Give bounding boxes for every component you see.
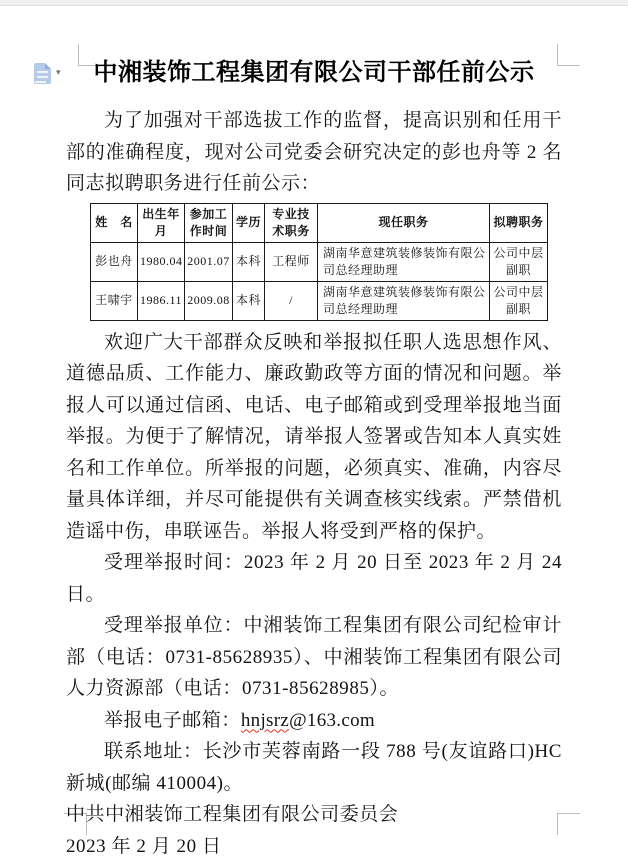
cell-education: 本科 [233,242,265,281]
cell-work-start: 2001.07 [185,242,233,281]
document-page [66,54,562,862]
col-header-tech-title: 专业技术职务 [265,203,318,242]
col-header-education: 学历 [233,203,265,242]
col-header-current-position: 现任职务 [318,203,490,242]
window-top-edge [0,0,628,6]
cell-birth: 1980.04 [138,242,185,281]
table-header-row [91,203,548,242]
email-label: 举报电子邮箱： [104,710,241,731]
cell-education: 本科 [233,281,265,320]
document-paste-icon[interactable] [34,63,51,84]
intro-paragraph: 为了加强对干部选拔工作的监督，提高识别和任用干部的准确程度，现对公司党委会研究决定的彭也舟等 2 名同志拟聘职务进行任前公示： [66,105,562,200]
email-user-part: hnjsrz [241,710,289,731]
cell-birth: 1986.11 [138,281,185,320]
cell-proposed-position: 公司中层副职 [490,242,548,281]
cell-tech-title: 工程师 [265,242,318,281]
contact-address-paragraph: 联系地址：长沙市芙蓉南路一段 788 号(友谊路口)HC 新城(邮编 410004)。 [66,736,562,799]
cell-proposed-position: 公司中层副职 [490,281,548,320]
signature-line: 中共中湘装饰工程集团有限公司委员会 [66,799,562,831]
page-title: 中湘装饰工程集团有限公司干部任前公示 [66,54,562,92]
col-header-birth: 出生年月 [138,203,185,242]
cell-name: 王啸宇 [91,281,138,320]
table-row [91,242,548,281]
col-header-proposed-position: 拟聘职务 [490,203,548,242]
report-unit-paragraph: 受理举报单位：中湘装饰工程集团有限公司纪检审计部（电话：0731-85628935）、中湘装饰工程集团有限公司人力资源部（电话：0731-85628985）。 [66,610,562,705]
dropdown-arrow-icon[interactable]: ▾ [56,68,61,78]
report-email-line [66,705,562,737]
cell-current-position: 湖南华意建筑装修装饰有限公司总经理助理 [318,242,490,281]
cell-tech-title: / [265,281,318,320]
report-welcome-paragraph: 欢迎广大干部群众反映和举报拟任职人选思想作风、道德品质、工作能力、廉政勤政等方面的情况和问题。举报人可以通过信函、电话、电子邮箱或到受理举报地当面举报。为便于了解情况，请举报人签署或告知本人真实姓名和工作单位。所举报的问题，必须真实、准确，内容尽量具体详细，并尽可能提供有关调查核实线索。严禁借机造谣中伤，串联诬告。举报人将受到严格的保护。 [66,327,562,548]
cadre-table [90,203,548,321]
cell-current-position: 湖南华意建筑装修装饰有限公司总经理助理 [318,281,490,320]
table-row [91,281,548,320]
col-header-name: 姓 名 [91,203,138,242]
cell-name: 彭也舟 [91,242,138,281]
report-time-line: 受理举报时间：2023 年 2 月 20 日至 2023 年 2 月 24 日。 [66,547,562,610]
email-domain-part: @163.com [289,710,375,731]
col-header-work-start: 参加工作时间 [185,203,233,242]
paste-options-widget[interactable] [34,63,61,84]
cell-work-start: 2009.08 [185,281,233,320]
date-line: 2023 年 2 月 20 日 [66,831,562,862]
